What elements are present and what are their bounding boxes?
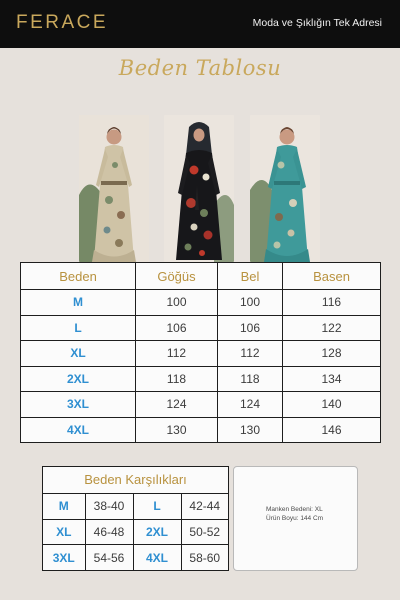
size-label: L	[133, 494, 181, 519]
size-equivalents-box	[42, 466, 229, 571]
size-table	[20, 262, 381, 443]
bel-value: 124	[218, 392, 283, 418]
table-row	[21, 366, 381, 392]
size-range: 42-44	[181, 494, 228, 519]
bel-value: 100	[218, 290, 283, 316]
bel-value: 112	[218, 341, 283, 367]
model-size-text: Manken Bedeni: XL	[266, 506, 323, 513]
basen-value: 146	[283, 417, 381, 443]
size-label: M	[43, 494, 85, 519]
size-label: 2XL	[21, 366, 136, 392]
col-header-gogus: Göğüs	[136, 263, 218, 290]
table-row	[21, 341, 381, 367]
product-photo-beige[interactable]	[79, 115, 149, 262]
size-table-header-row	[21, 263, 381, 290]
size-equivalents-title: Beden Karşılıkları	[43, 467, 228, 494]
basen-value: 116	[283, 290, 381, 316]
gogus-value: 118	[136, 366, 218, 392]
basen-value: 122	[283, 315, 381, 341]
table-row	[21, 392, 381, 418]
size-range: 54-56	[85, 545, 133, 570]
basen-value: 134	[283, 366, 381, 392]
size-range: 50-52	[181, 519, 228, 545]
model-info-box	[233, 466, 358, 571]
basen-value: 140	[283, 392, 381, 418]
gogus-value: 130	[136, 417, 218, 443]
size-label: XL	[43, 519, 85, 545]
size-label: XL	[21, 341, 136, 367]
size-label: M	[21, 290, 136, 316]
size-range: 58-60	[181, 545, 228, 570]
size-label: 4XL	[133, 545, 181, 570]
page-title: Beden Tablosu	[118, 56, 282, 80]
product-photo-black[interactable]	[164, 115, 234, 262]
bel-value: 130	[218, 417, 283, 443]
size-label: 3XL	[43, 545, 85, 570]
size-label: 2XL	[133, 519, 181, 545]
size-equivalents-table	[43, 494, 228, 570]
size-label: L	[21, 315, 136, 341]
bel-value: 118	[218, 366, 283, 392]
gogus-value: 124	[136, 392, 218, 418]
table-row	[43, 494, 228, 519]
col-header-bel: Bel	[218, 263, 283, 290]
size-range: 38-40	[85, 494, 133, 519]
basen-value: 128	[283, 341, 381, 367]
gogus-value: 106	[136, 315, 218, 341]
table-row	[21, 290, 381, 316]
product-photo-teal[interactable]	[250, 115, 320, 262]
size-label: 4XL	[21, 417, 136, 443]
brand-logo[interactable]: FERACE	[16, 12, 109, 33]
header-bar	[0, 0, 400, 48]
gogus-value: 100	[136, 290, 218, 316]
table-row	[43, 545, 228, 570]
col-header-beden: Beden	[21, 263, 136, 290]
table-row	[43, 519, 228, 545]
table-row	[21, 417, 381, 443]
col-header-basen: Basen	[283, 263, 381, 290]
gogus-value: 112	[136, 341, 218, 367]
size-label: 3XL	[21, 392, 136, 418]
product-length-text: Ürün Boyu: 144 Cm	[266, 515, 324, 522]
brand-tagline: Moda ve Şıklığın Tek Adresi	[252, 17, 382, 29]
bel-value: 106	[218, 315, 283, 341]
table-row	[21, 315, 381, 341]
size-range: 46-48	[85, 519, 133, 545]
